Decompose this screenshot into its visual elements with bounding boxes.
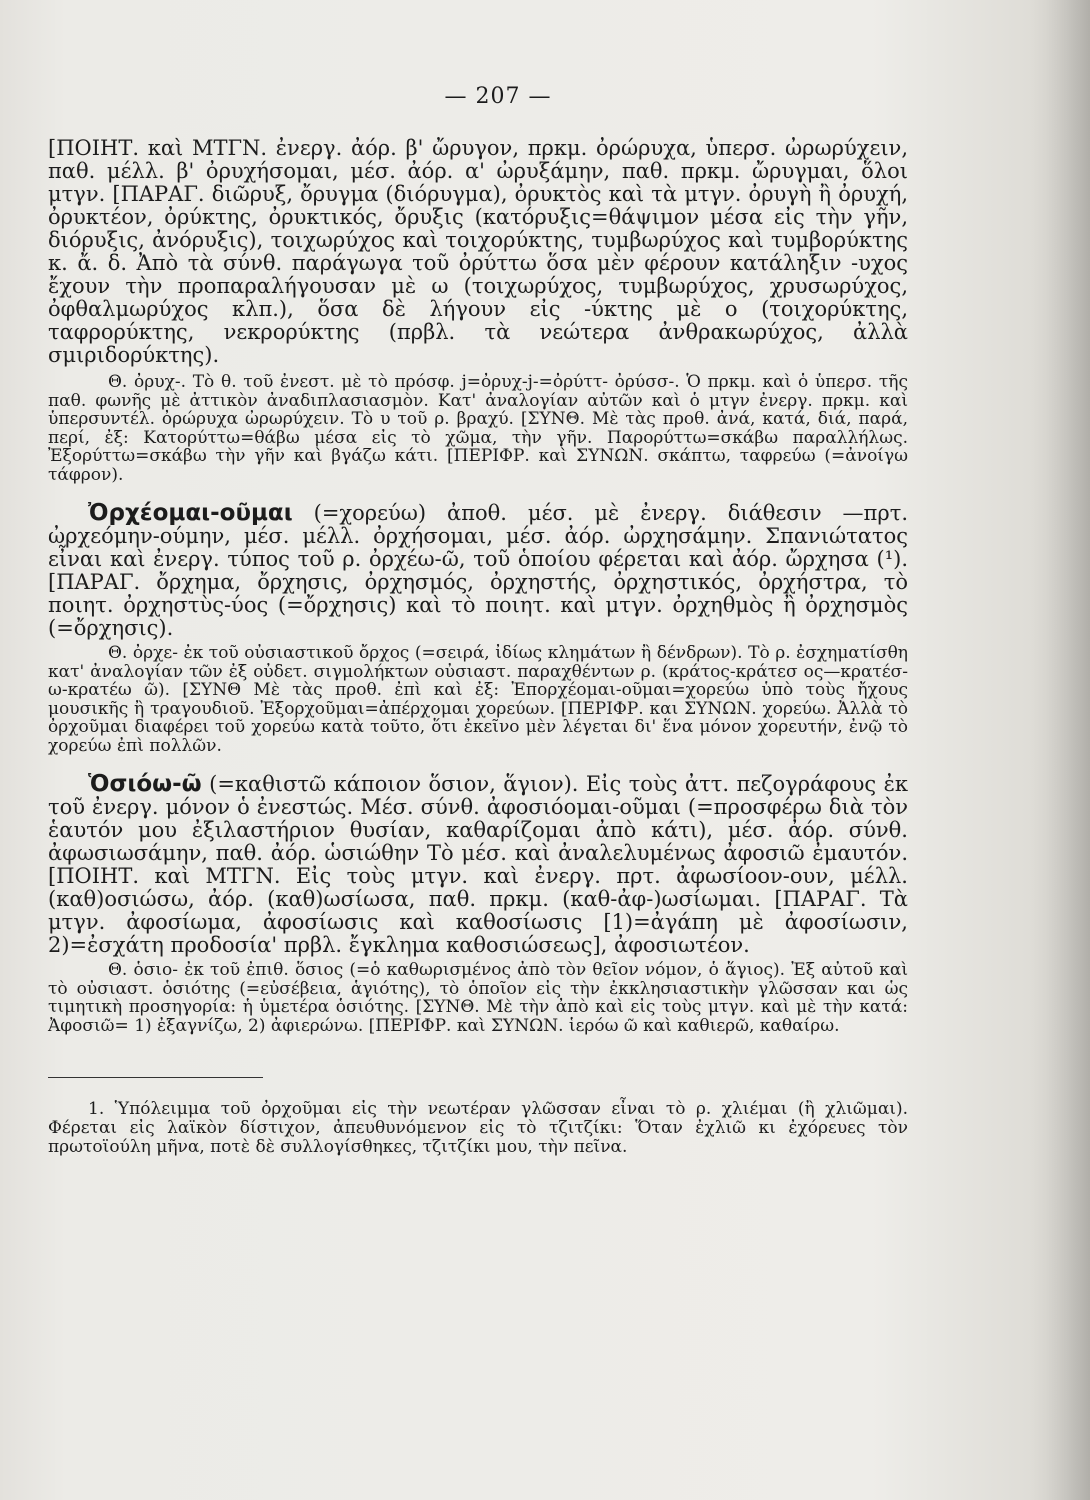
footnote-divider (48, 1077, 263, 1078)
entry-text: (=καθιστῶ κάποιον ὅσιον, ἅγιον). Εἰς τοὺς ἀττ. πεζογράφους ἐκ τοῦ ἐνεργ. μόνον ὁ ἐνεστώς. Μέσ. σύνθ. ἀφοσιόομαι-οῦμαι (=προσφέρω διὰ τὸν ἑαυτόν μου ἐξιλαστήριον θυσίαν, καθαρίζομαι ἀπὸ κάτι), μέσ. ἀόρ. σύνθ. ἀφωσιωσάμην, παθ. ἀόρ. ὡσιώθην Τὸ μέσ. καὶ ἀναλελυμένως ἀφοσιῶ ἐμαυτόν. [ΠΟΙΗΤ. καὶ ΜΤΓΝ. Εἰς τοὺς μτγν. καὶ ἐνεργ. πρτ. ἀφωσίοον-ουν, μέλλ. (καθ)οσιώσω, ἀόρ. (καθ)ωσίωσα, παθ. πρκμ. (καθ-ἀφ-)ωσίωμαι. [ΠΑΡΑΓ. Τὰ μτγν. ἀφοσίωμα, ἀφοσίωσις καὶ καθοσίωσις [1)=ἀγάπη μὲ ἀφοσίωσιν, 2)=ἐσχάτη προδοσία' πρβλ. ἔγκλημα καθοσιώσεως], ἀφοσιωτέον. (48, 772, 908, 957)
entry-headword: Ὁσιόω-ῶ (88, 771, 202, 797)
etymology-note: Θ. ὀρυχ-. Τὸ θ. τοῦ ἐνεστ. μὲ τὸ πρόσφ. j=ὀρυχ-j-=ὀρύττ- ὀρύσσ-. Ὁ πρκμ. καὶ ὁ ὑπερσ. τῆς παθ. φωνῆς μὲ ἀττικὸν ἀναδιπλασιασμὸν. Κατ' ἀναλογίαν αὐτῶν καὶ ὁ μτγν ἐνεργ. πρκμ. καὶ ὑπερσυντέλ. ὀρώρυχα ὠρωρύχειν. Τὸ υ τοῦ ρ. βραχύ. [ΣΥΝΘ. Μὲ τὰς προθ. ἀνά, κατά, διά, παρά, περί, ἐξ: Κατορύττω=θάβω μέσα εἰς τὸ χῶμα, τὴν γῆν. Παρορύττω=σκάβω παραλλήλως. Ἐξορύττω=σκάβω τὴν γῆν καὶ βγάζω κάτι. [ΠΕΡΙΦΡ. καὶ ΣΥΝΩΝ. σκάπτω, ταφρεύω (=ἀνοίγω τάφρον). (48, 372, 908, 485)
etymology-note: Θ. ὁσιο- ἐκ τοῦ ἐπιθ. ὅσιος (=ὁ καθωρισμένος ἀπὸ τὸν θεῖον νόμον, ὁ ἅγιος). Ἐξ αὐτοῦ καὶ τὸ οὐσιαστ. ὁσιότης (=εὐσέβεια, ἁγιότης), τὸ ὁποῖον εἰς τὴν ἐκκλησιαστικὴν γλῶσσαν και ὡς τιμητικὴ προσηγορία: ἡ ὑμετέρα ὁσιότης. [ΣΥΝΘ. Μὲ τὴν ἀπὸ καὶ εἰς τοὺς μτγν. καὶ μὲ τὴν κατά: Ἀφοσιῶ= 1) ἐξαγνίζω, 2) ἀφιερώνω. [ΠΕΡΙΦΡ. καὶ ΣΥΝΩΝ. ἱερόω ῶ καὶ καθιερῶ, καθαίρω. (48, 960, 908, 1036)
dictionary-entry-orygo (48, 137, 908, 484)
entry-text: (=χορεύω) ἀποθ. μέσ. μὲ ἐνεργ. διάθεσιν —πρτ. ὠρχεόμην-ούμην, μέσ. μέλλ. ὀρχήσομαι, μέσ. ἀόρ. ὠρχησάμην. Σπανιώτατος εἶναι καὶ ἐνεργ. τύπος τοῦ ρ. ὀρχέω-ῶ, τοῦ ὁποίου φέρεται καὶ ἀόρ. ὤρχησα (¹). [ΠΑΡΑΓ. ὄρχημα, ὄρχησις, ὀρχησμός, ὀρχηστής, ὀρχηστικός, ὀρχήστρα, τὸ ποιητ. ὀρχηστὺς-ύος (=ὄρχησις) καὶ τὸ ποιητ. καὶ μτγν. ὀρχηθμὸς ἢ ὀρχησμὸς (=ὄρχησις). (48, 501, 908, 640)
entry-body (48, 773, 908, 957)
entry-headword: Ὀρχέομαι-οῦμαι (88, 500, 293, 526)
entry-body (48, 502, 908, 640)
etymology-note: Θ. ὀρχε- ἐκ τοῦ οὐσιαστικοῦ ὄρχος (=σειρά, ἰδίως κλημάτων ἢ δένδρων). Τὸ ρ. ἐσχηματίσθη κατ' ἀναλογίαν τῶν ἐξ οὐδετ. σιγμολήκτων οὐσιαστ. παραχθέντων ρ. (κράτος-κράτεσ ος—κρατέσ-ω-κρατέω ῶ). [ΣΥΝΘ Μὲ τὰς προθ. ἐπὶ καὶ ἐξ: Ἐπορχέομαι-οῦμαι=χορεύω ὑπὸ τοὺς ἤχους μουσικῆς ἢ τραγουδιοῦ. Ἐξορχοῦμαι=ἀπέρχομαι χορεύων. [ΠΕΡΙΦΡ. και ΣΥΝΩΝ. χορεύω. Ἀλλὰ τὸ ὀρχοῦμαι διαφέρει τοῦ χορεύω κατὰ τοῦτο, ὅτι ἐκεῖνο μὲν λέγεται δι' ἕνα μόνον χορευτήν, ἐνῷ τὸ χορεύω ἐπὶ πολλῶν. (48, 643, 908, 756)
dictionary-entry-orcheomai (48, 502, 908, 755)
dictionary-entry-osioo (48, 773, 908, 1035)
footnote: 1. Ὑπόλειμμα τοῦ ὀρχοῦμαι εἰς τὴν νεωτέραν γλῶσσαν εἶναι τὸ ρ. χλιέμαι (ἢ χλιῶμαι). Φέρεται εἰς λαϊκὸν δίστιχον, ἀπευθυνόμενον εἰς τὸ τζιτζίκι: Ὅταν ἐχλιῶ κι ἐχόρευες τὸν πρωτοϊούλη μῆνα, ποτὲ δὲ συλλογίσθηκες, τζιτζίκι μου, τὴν πεῖνα. (48, 1099, 908, 1157)
page-content (48, 84, 908, 1157)
page-number: — 207 — (444, 84, 552, 109)
entry-body: [ΠΟΙΗΤ. καὶ ΜΤΓΝ. ἐνεργ. ἀόρ. β' ὤρυγον, πρκμ. ὀρώρυχα, ὑπερσ. ὠρωρύχειν, παθ. μέλλ. β' ὀρυχήσομαι, μέσ. ἀόρ. α' ὠρυξάμην, παθ. πρκμ. ὤρυγμαι, ὅλοι μτγν. [ΠΑΡΑΓ. διῶρυξ, ὄρυγμα (διόρυγμα), ὀρυκτὸς καὶ τὰ μτγν. ὀρυγὴ ἢ ὀρυχή, ὀρυκτέον, ὀρύκτης, ὀρυκτικός, ὄρυξις (κατόρυξις=θάψιμον μέσα εἰς τὴν γῆν, διόρυξις, ἀνόρυξις), τοιχωρύχος καὶ τοιχορύκτης, τυμβωρύχος καὶ τυμβορύκτης κ. ἄ. δ. Ἀπὸ τὰ σύνθ. παράγωγα τοῦ ὀρύττω ὅσα μὲν φέρουν κατάληξιν -υχος ἔχουν τὴν προπαραλήγουσαν μὲ ω (τοιχωρύχος, τυμβωρύχος, χρυσωρύχος, ὀφθαλμωρύχος κλπ.), ὅσα δὲ λήγουν εἰς -ύκτης μὲ ο (τοιχορύκτης, ταφρορύκτης, νεκρορύκτης (πρβλ. τὰ νεώτερα ἀνθρακωρύχος, ἀλλὰ σμιριδορύκτης). (48, 136, 908, 367)
page-spine-shadow (1030, 0, 1090, 1500)
